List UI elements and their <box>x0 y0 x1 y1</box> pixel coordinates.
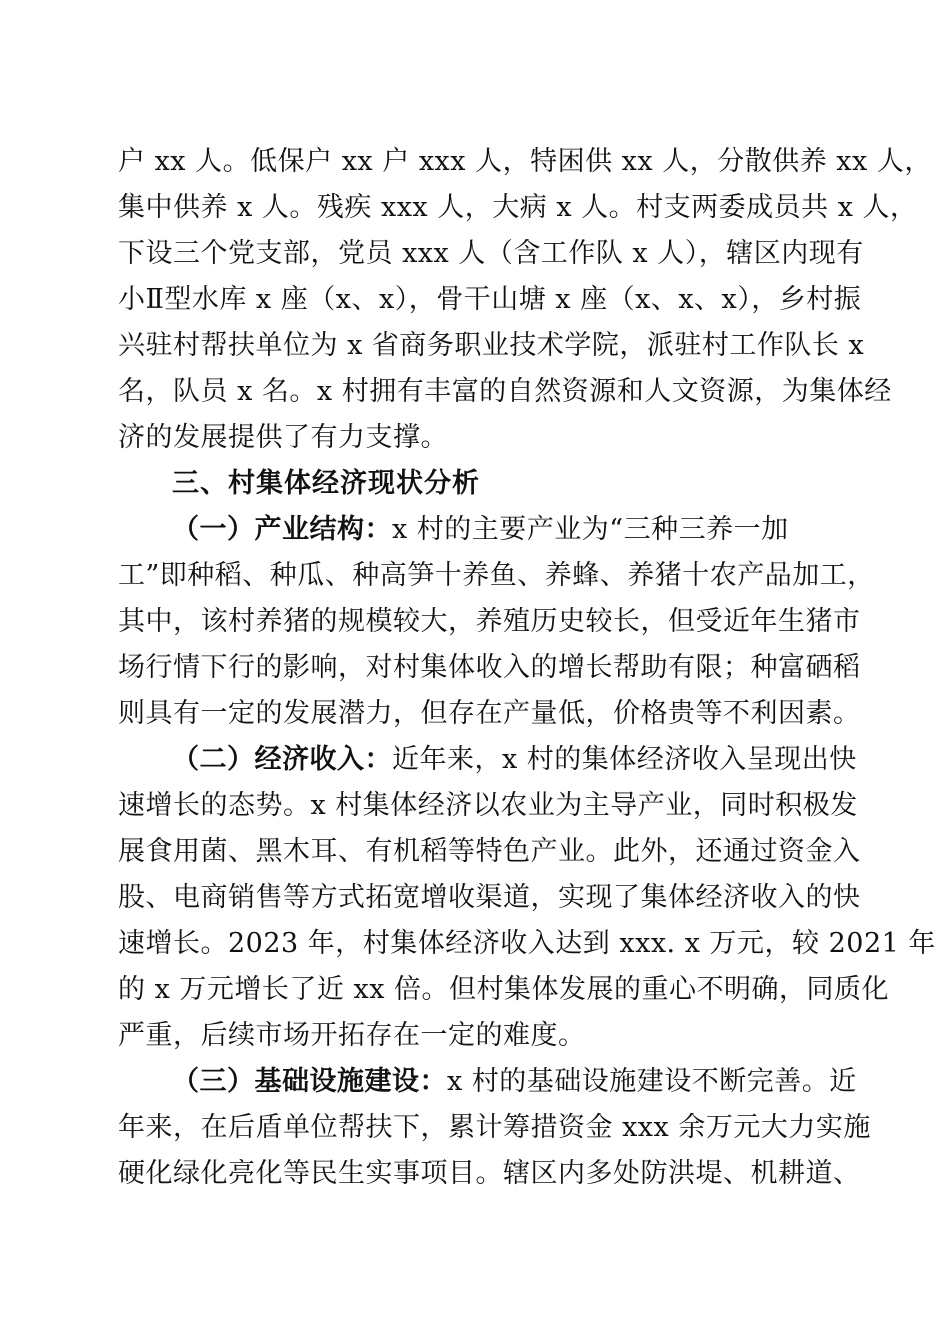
body-line: 兴驻村帮扶单位为 x 省商务职业技术学院，派驻村工作队长 x <box>118 330 865 361</box>
body-text: x 村的基础设施建设不断完善。近 <box>447 1066 857 1097</box>
body-line: 工”即种稻、种瓜、种高笋十养鱼、养蜂、养猪十农产品加工， <box>118 560 875 591</box>
body-line: 严重，后续市场开拓存在一定的难度。 <box>118 1020 586 1051</box>
subsection-label: （二）经济收入： <box>172 744 392 775</box>
body-line: 场行情下行的影响，对村集体收入的增长帮助有限；种富硒稻 <box>118 652 861 683</box>
body-line: 速增长的态势。x 村集体经济以农业为主导产业，同时积极发 <box>118 790 858 821</box>
paragraph-first-line <box>172 737 857 783</box>
section-heading: 三、村集体经济现状分析 <box>172 468 480 499</box>
body-line: 则具有一定的发展潜力，但存在产量低，价格贵等不利因素。 <box>118 698 861 729</box>
paragraph-first-line <box>172 1059 857 1105</box>
body-text: x 村的主要产业为“三种三养一加 <box>392 514 789 545</box>
body-line: 年来，在后盾单位帮扶下，累计筹措资金 xxx 余万元大力实施 <box>118 1112 871 1143</box>
body-line: 其中，该村养猪的规模较大，养殖历史较长，但受近年生猪市 <box>118 606 861 637</box>
body-line: 户 xx 人。低保户 xx 户 xxx 人，特困供 xx 人，分散供养 xx 人， <box>118 146 932 177</box>
body-line: 硬化绿化亮化等民生实事项目。辖区内多处防洪堤、机耕道、 <box>118 1158 861 1189</box>
body-line: 股、电商销售等方式拓宽增收渠道，实现了集体经济收入的快 <box>118 882 861 913</box>
body-line: 集中供养 x 人。残疾 xxx 人，大病 x 人。村支两委成员共 x 人， <box>118 192 918 223</box>
subsection-label: （三）基础设施建设： <box>172 1066 447 1097</box>
body-text: 近年来，x 村的集体经济收入呈现出快 <box>392 744 857 775</box>
body-line: 济的发展提供了有力支撑。 <box>118 422 448 453</box>
body-line: 展食用菌、黑木耳、有机稻等特色产业。此外，还通过资金入 <box>118 836 861 867</box>
subsection-label: （一）产业结构： <box>172 514 392 545</box>
body-line: 的 x 万元增长了近 xx 倍。但村集体发展的重心不明确，同质化 <box>118 974 890 1005</box>
body-line: 速增长。2023 年，村集体经济收入达到 xxx. x 万元，较 2021 年 <box>118 928 936 959</box>
body-line: 小Ⅱ型水库 x 座（x、x），骨干山塘 x 座（x、x、x），乡村振 <box>118 284 862 315</box>
paragraph-first-line <box>172 507 833 553</box>
body-line: 名，队员 x 名。x 村拥有丰富的自然资源和人文资源，为集体经 <box>118 376 892 407</box>
body-line: 下设三个党支部，党员 xxx 人（含工作队 x 人），辖区内现有 <box>118 238 864 269</box>
